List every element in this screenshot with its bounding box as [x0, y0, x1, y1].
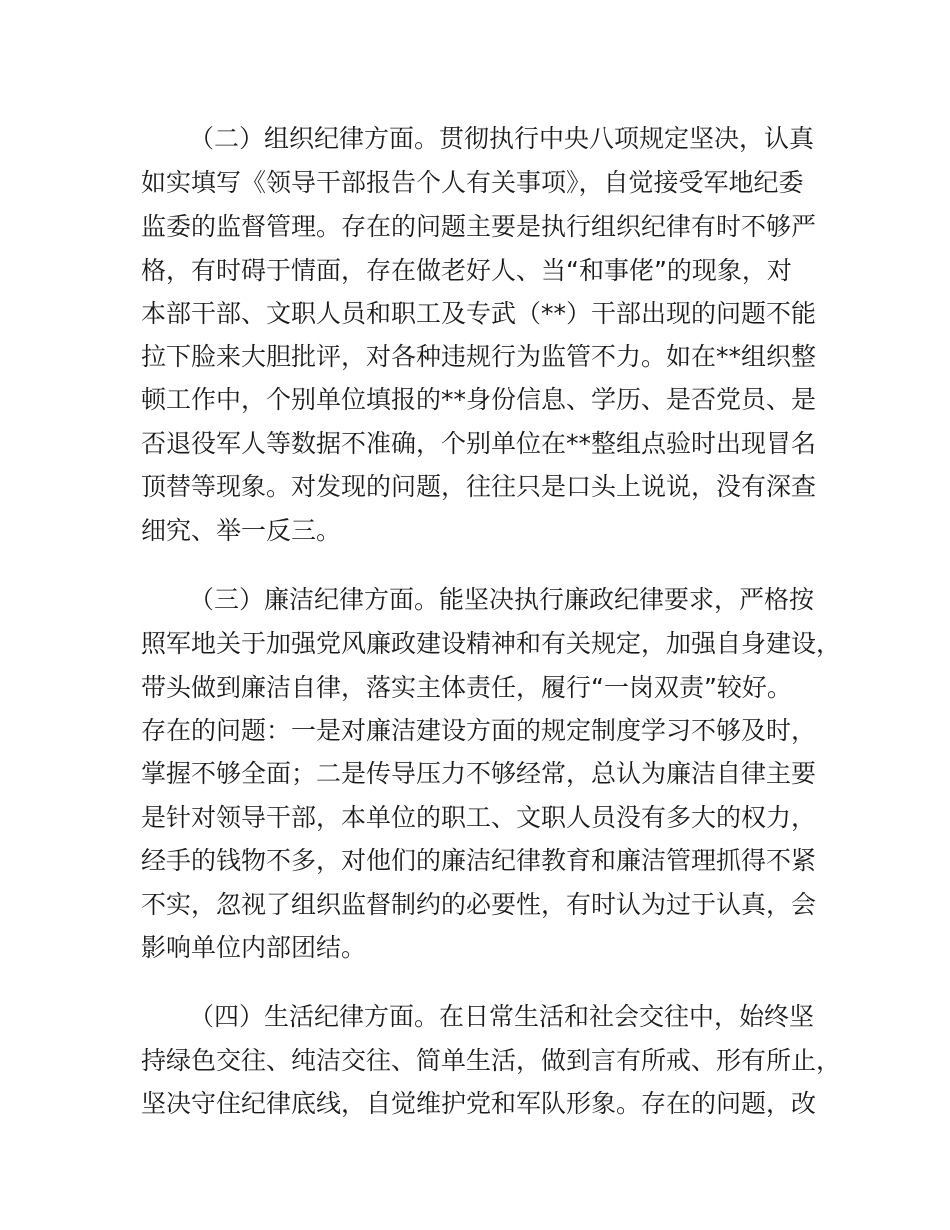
paragraph-line: 顿工作中，个别单位填报的**身份信息、学历、是否党员、是 [141, 385, 817, 414]
paragraph-line: 格，有时碍于情面，存在做老好人、当“和事佬”的现象，对 [141, 256, 792, 285]
paragraph-line: 掌握不够全面；二是传导压力不够经常，总认为廉洁自律主要 [141, 759, 817, 788]
paragraph-line: 是针对领导干部，本单位的职工、文职人员没有多大的权力， [141, 803, 817, 832]
paragraph-line: 不实，忽视了组织监督制约的必要性，有时认为过于认真，会 [141, 890, 817, 919]
paragraph-line: 影响单位内部团结。 [141, 933, 367, 962]
paragraph-line: 本部干部、文职人员和职工及专武（**）干部出现的问题不能 [141, 299, 817, 328]
paragraph-line: （四）生活纪律方面。在日常生活和社会交往中，始终坚 [189, 1002, 815, 1031]
paragraph-line: 经手的钱物不多，对他们的廉洁纪律教育和廉洁管理抓得不紧 [141, 846, 817, 875]
paragraph-line: （二）组织纪律方面。贯彻执行中央八项规定坚决，认真 [189, 124, 815, 153]
paragraph-line: 监委的监督管理。存在的问题主要是执行组织纪律有时不够严 [141, 212, 817, 241]
paragraph-line: 存在的问题：一是对廉洁建设方面的规定制度学习不够及时， [141, 716, 817, 745]
paragraph-line: 持绿色交往、纯洁交往、简单生活，做到言有所戒、形有所止， [141, 1046, 842, 1075]
paragraph-line: 拉下脸来大胆批评，对各种违规行为监管不力。如在**组织整 [141, 342, 817, 371]
paragraph-line: 否退役军人等数据不准确，个别单位在**整组点验时出现冒名 [141, 429, 817, 458]
paragraph-line: 坚决守住纪律底线，自觉维护党和军队形象。存在的问题，改 [141, 1089, 817, 1118]
paragraph-line: （三）廉洁纪律方面。能坚决执行廉政纪律要求，严格按 [189, 585, 815, 614]
paragraph-line: 如实填写《领导干部报告个人有关事项》，自觉接受军地纪委 [141, 168, 804, 197]
paragraph-line: 细究、举一反三。 [141, 516, 342, 545]
paragraph-line: 顶替等现象。对发现的问题，往往只是口头上说说，没有深查 [141, 472, 817, 501]
paragraph-line: 带头做到廉洁自律，落实主体责任，履行“一岗双责”较好。 [141, 673, 792, 702]
paragraph-line: 照军地关于加强党风廉政建设精神和有关规定，加强自身建设， [141, 629, 842, 658]
